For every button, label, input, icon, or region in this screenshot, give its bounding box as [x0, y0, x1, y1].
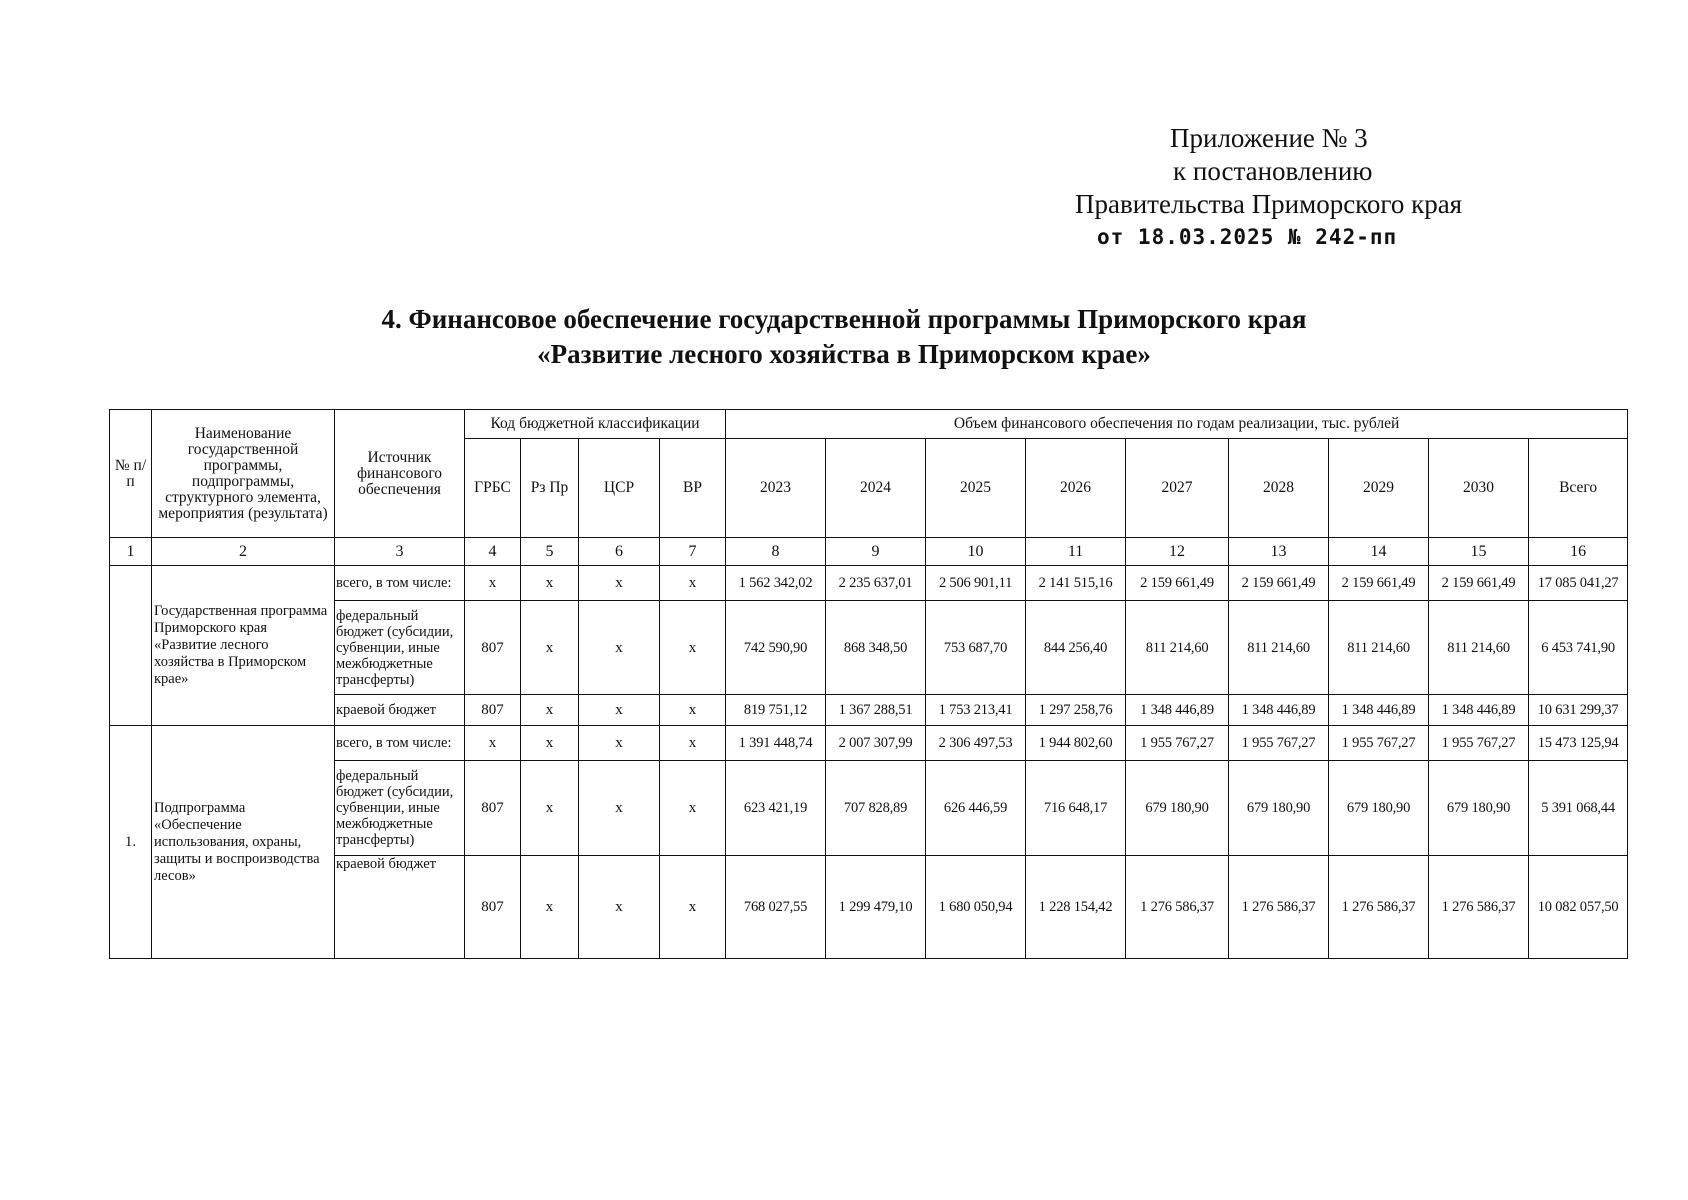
total-cell: 6 453 741,90 — [1529, 601, 1628, 695]
appendix-date-number: от 18.03.2025 № 242-пп — [1097, 225, 1398, 249]
grbs-cell: 807 — [465, 856, 521, 959]
csr-cell: x — [579, 856, 660, 959]
column-index-row — [110, 538, 1628, 566]
rzpr-cell: x — [521, 761, 579, 856]
header-year-2023: 2023 — [726, 439, 826, 538]
vr-cell: x — [660, 601, 726, 695]
value-cell: 742 590,90 — [726, 601, 826, 695]
row-number — [110, 566, 152, 726]
value-cell: 1 955 767,27 — [1429, 726, 1529, 761]
total-cell: 5 391 068,44 — [1529, 761, 1628, 856]
value-cell: 1 276 586,37 — [1126, 856, 1229, 959]
table-row — [110, 726, 1628, 761]
csr-cell: x — [579, 566, 660, 601]
value-cell: 1 753 213,41 — [926, 695, 1026, 726]
value-cell: 1 367 288,51 — [826, 695, 926, 726]
value-cell: 1 391 448,74 — [726, 726, 826, 761]
grbs-cell: x — [465, 726, 521, 761]
rzpr-cell: x — [521, 856, 579, 959]
column-index: 16 — [1529, 538, 1628, 566]
header-year-2026: 2026 — [1026, 439, 1126, 538]
column-index: 5 — [521, 538, 579, 566]
value-cell: 2 506 901,11 — [926, 566, 1026, 601]
header-kbk: Код бюджетной классификации — [465, 410, 726, 439]
value-cell: 1 276 586,37 — [1329, 856, 1429, 959]
value-cell: 679 180,90 — [1329, 761, 1429, 856]
grbs-cell: x — [465, 566, 521, 601]
value-cell: 2 141 515,16 — [1026, 566, 1126, 601]
document-title — [0, 302, 1688, 372]
title-line-2: «Развитие лесного хозяйства в Приморском крае» — [537, 339, 1151, 369]
header-csr: ЦСР — [579, 439, 660, 538]
column-index: 6 — [579, 538, 660, 566]
column-index: 8 — [726, 538, 826, 566]
source-cell: федеральный бюджет (субсидии, субвенции, иные межбюджетные трансферты) — [335, 761, 465, 856]
value-cell: 1 348 446,89 — [1329, 695, 1429, 726]
header-name: Наименование государственной программы, подпрограммы, структурного элемента, мероприятия (результата) — [152, 410, 335, 538]
value-cell: 679 180,90 — [1126, 761, 1229, 856]
financing-table — [109, 409, 1628, 959]
header-year-2025: 2025 — [926, 439, 1026, 538]
value-cell: 707 828,89 — [826, 761, 926, 856]
value-cell: 1 348 446,89 — [1229, 695, 1329, 726]
header-year-2030: 2030 — [1429, 439, 1529, 538]
value-cell: 1 299 479,10 — [826, 856, 926, 959]
value-cell: 1 276 586,37 — [1429, 856, 1529, 959]
total-cell: 10 082 057,50 — [1529, 856, 1628, 959]
value-cell: 811 214,60 — [1429, 601, 1529, 695]
value-cell: 1 955 767,27 — [1329, 726, 1429, 761]
total-cell: 10 631 299,37 — [1529, 695, 1628, 726]
column-index: 2 — [152, 538, 335, 566]
csr-cell: x — [579, 761, 660, 856]
column-index: 3 — [335, 538, 465, 566]
column-index: 13 — [1229, 538, 1329, 566]
column-index: 7 — [660, 538, 726, 566]
value-cell: 1 955 767,27 — [1126, 726, 1229, 761]
header-vr: ВР — [660, 439, 726, 538]
title-line-1: 4. Финансовое обеспечение государственной программы Приморского края — [381, 304, 1307, 334]
header-year-2029: 2029 — [1329, 439, 1429, 538]
table-row — [110, 856, 1628, 959]
source-cell: всего, в том числе: — [335, 726, 465, 761]
value-cell: 819 751,12 — [726, 695, 826, 726]
grbs-cell: 807 — [465, 761, 521, 856]
total-cell: 15 473 125,94 — [1529, 726, 1628, 761]
header-source: Источник финансового обеспечения — [335, 410, 465, 538]
value-cell: 2 007 307,99 — [826, 726, 926, 761]
header-total: Всего — [1529, 439, 1628, 538]
source-cell: краевой бюджет — [335, 695, 465, 726]
value-cell: 811 214,60 — [1329, 601, 1429, 695]
vr-cell: x — [660, 761, 726, 856]
column-index: 15 — [1429, 538, 1529, 566]
value-cell: 1 944 802,60 — [1026, 726, 1126, 761]
vr-cell: x — [660, 695, 726, 726]
value-cell: 1 297 258,76 — [1026, 695, 1126, 726]
row-number: 1. — [110, 726, 152, 959]
value-cell: 2 235 637,01 — [826, 566, 926, 601]
header-year-2027: 2027 — [1126, 439, 1229, 538]
source-cell: всего, в том числе: — [335, 566, 465, 601]
value-cell: 626 446,59 — [926, 761, 1026, 856]
value-cell: 811 214,60 — [1126, 601, 1229, 695]
header-year-2024: 2024 — [826, 439, 926, 538]
table-row — [110, 695, 1628, 726]
value-cell: 844 256,40 — [1026, 601, 1126, 695]
appendix-authority: Правительства Приморского края — [1075, 189, 1463, 219]
appendix-reference: к постановлению — [1173, 156, 1373, 186]
csr-cell: x — [579, 726, 660, 761]
column-index: 10 — [926, 538, 1026, 566]
value-cell: 2 306 497,53 — [926, 726, 1026, 761]
header-grbs: ГРБС — [465, 439, 521, 538]
header-rzpr: Рз Пр — [521, 439, 579, 538]
value-cell: 623 421,19 — [726, 761, 826, 856]
csr-cell: x — [579, 695, 660, 726]
value-cell: 1 955 767,27 — [1229, 726, 1329, 761]
column-index: 9 — [826, 538, 926, 566]
rzpr-cell: x — [521, 726, 579, 761]
value-cell: 2 159 661,49 — [1429, 566, 1529, 601]
total-cell: 17 085 041,27 — [1529, 566, 1628, 601]
source-cell: краевой бюджет — [335, 856, 465, 959]
rzpr-cell: x — [521, 601, 579, 695]
value-cell: 2 159 661,49 — [1329, 566, 1429, 601]
value-cell: 1 680 050,94 — [926, 856, 1026, 959]
value-cell: 753 687,70 — [926, 601, 1026, 695]
vr-cell: x — [660, 726, 726, 761]
header-volume: Объем финансового обеспечения по годам реализации, тыс. рублей — [726, 410, 1628, 439]
value-cell: 811 214,60 — [1229, 601, 1329, 695]
vr-cell: x — [660, 856, 726, 959]
header-year-2028: 2028 — [1229, 439, 1329, 538]
value-cell: 2 159 661,49 — [1229, 566, 1329, 601]
column-index: 11 — [1026, 538, 1126, 566]
value-cell: 768 027,55 — [726, 856, 826, 959]
header-num: № п/п — [110, 410, 152, 538]
grbs-cell: 807 — [465, 695, 521, 726]
rzpr-cell: x — [521, 695, 579, 726]
value-cell: 1 348 446,89 — [1429, 695, 1529, 726]
value-cell: 868 348,50 — [826, 601, 926, 695]
program-name: Государственная программа Приморского края «Развитие лесного хозяйства в Приморском крае» — [152, 566, 335, 726]
column-index: 14 — [1329, 538, 1429, 566]
csr-cell: x — [579, 601, 660, 695]
column-index: 12 — [1126, 538, 1229, 566]
value-cell: 679 180,90 — [1229, 761, 1329, 856]
value-cell: 716 648,17 — [1026, 761, 1126, 856]
value-cell: 1 562 342,02 — [726, 566, 826, 601]
table-row — [110, 566, 1628, 601]
appendix-header — [1075, 122, 1495, 254]
vr-cell: x — [660, 566, 726, 601]
table-row — [110, 601, 1628, 695]
value-cell: 679 180,90 — [1429, 761, 1529, 856]
value-cell: 1 276 586,37 — [1229, 856, 1329, 959]
column-index: 1 — [110, 538, 152, 566]
grbs-cell: 807 — [465, 601, 521, 695]
value-cell: 2 159 661,49 — [1126, 566, 1229, 601]
appendix-number: Приложение № 3 — [1170, 123, 1368, 153]
rzpr-cell: x — [521, 566, 579, 601]
value-cell: 1 348 446,89 — [1126, 695, 1229, 726]
source-cell: федеральный бюджет (субсидии, субвенции, иные межбюджетные трансферты) — [335, 601, 465, 695]
column-index: 4 — [465, 538, 521, 566]
subprogram-name: Подпрограмма «Обеспечение использования, охраны, защиты и воспроизводства лесов» — [152, 726, 335, 959]
table-row — [110, 761, 1628, 856]
value-cell: 1 228 154,42 — [1026, 856, 1126, 959]
